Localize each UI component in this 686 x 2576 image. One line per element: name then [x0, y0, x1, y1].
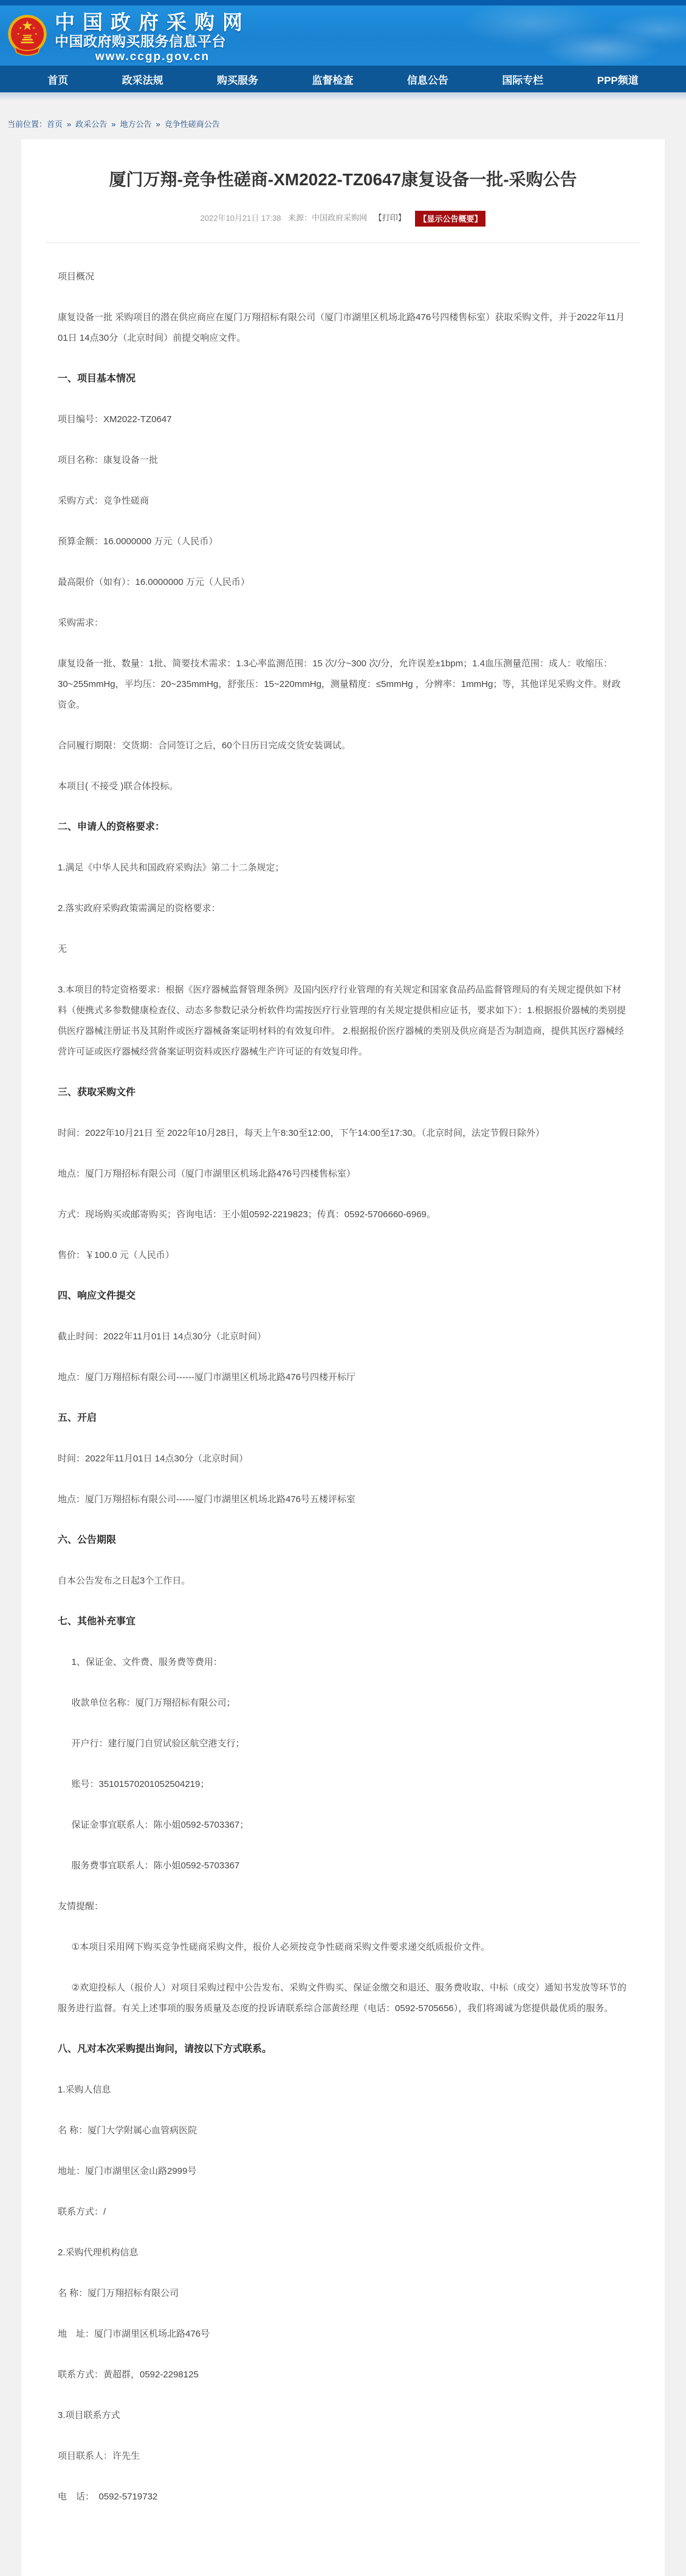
paragraph: 康复设备一批 采购项目的潜在供应商应在厦门万翔招标有限公司（厦门市湖里区机场北路476号四楼售标室）获取采购文件，并于2022年11月01日 14点30分（北京时间）前提交响应文件。 — [58, 312, 625, 343]
paragraph: 开户行：建行厦门自贸试验区航空港支行； — [71, 1738, 245, 1749]
page-title: 厦门万翔-竞争性磋商-XM2022-TZ0647康复设备一批-采购公告 — [109, 170, 577, 189]
paragraph: 项目概况 — [58, 272, 95, 282]
section-heading: 七、其他补充事宜 — [58, 1616, 136, 1627]
paragraph: 地点：厦门万翔招标有限公司（厦门市湖里区机场北路476号四楼售标室） — [58, 1169, 356, 1179]
section-heading: 五、开启 — [58, 1413, 97, 1423]
paragraph: 地点：厦门万翔招标有限公司------厦门市湖里区机场北路476号四楼开标厅 — [58, 1372, 356, 1382]
site-url: www.ccgp.gov.cn — [95, 50, 210, 63]
publish-date: 2022年10月21日 17:38 — [200, 213, 281, 223]
nav-item-international[interactable]: 国际专栏 — [502, 74, 544, 86]
paragraph: 本项目( 不接受 )联合体投标。 — [58, 781, 179, 791]
breadcrumb-label: 当前位置： — [7, 120, 47, 129]
header-clouds-decoration — [346, 5, 686, 66]
section-heading: 一、项目基本情况 — [58, 374, 136, 384]
paragraph: 名 称：厦门大学附属心血管病医院 — [58, 2125, 197, 2136]
paragraph: 账号：35101570201052504219； — [71, 1779, 210, 1789]
top-strip — [0, 0, 686, 5]
paragraph: 3.本项目的特定资格要求：根据《医疗器械监督管理条例》及国内医疗行业管理的有关规定和国家食品药品监督管理局的有关规定提供如下材料（便携式多参数健康检查仪、动态多参数记录分析软件均需按医疗行业管理的有关规定提供相应证书，要求如下）：1.根据报价器械的类别提供医疗器械注册证书及其附件或医疗器械备案证明材料的有效复印件。 2.根据报价医疗器械的类别及供应商是否为制造商，提供其医疗器械经营许可证或医疗器械经营备案证明资料或医疗器械生产许可证的有效复印件。 — [58, 985, 626, 1057]
paragraph: 服务费事宜联系人：陈小姐0592-5703367 — [71, 1860, 240, 1871]
site-logo-link[interactable] — [0, 5, 292, 64]
main-nav — [0, 66, 686, 92]
paragraph: 售价：￥100.0 元（人民币） — [58, 1250, 174, 1260]
paragraph: 项目名称：康复设备一批 — [58, 455, 159, 465]
paragraph: 无 — [58, 944, 67, 954]
paragraph: 截止时间：2022年11月01日 14点30分（北京时间） — [58, 1331, 267, 1342]
paragraph: 项目编号：XM2022-TZ0647 — [58, 414, 172, 425]
paragraph: 联系方式：黄超群，0592-2298125 — [58, 2369, 199, 2380]
paragraph: 自本公告发布之日起3个工作日。 — [58, 1576, 191, 1586]
svg-text:★: ★ — [34, 32, 38, 36]
summary-toggle-button[interactable]: 【显示公告概要】 — [415, 211, 485, 227]
article-body — [58, 243, 628, 2507]
paragraph: 方式：现场购买或邮寄购买；咨询电话：王小姐0592-2219823；传真：0592-5706660-6969。 — [58, 1209, 436, 1220]
nav-item-home[interactable]: 首页 — [47, 74, 69, 86]
nav-item-purchase-services[interactable]: 购买服务 — [217, 74, 259, 86]
paragraph: 康复设备一批、数量：1批、简要技术需求：1.3心率监测范围：15 次/分~300 次/分，允许误差±1bpm；1.4血压测量范围：成人：收缩压：30~255mmHg，平均压：20~235mmHg，舒张压：15~220mmHg，测量精度：≤5mmHg ，分辨率：1mmHg；等，其他详见采购文件。财政资金。 — [58, 658, 621, 710]
nav-fade-decoration — [0, 92, 686, 101]
paragraph: 时间：2022年10月21日 至 2022年10月28日，每天上午8:30至12:00，下午14:00至17:30。（北京时间，法定节假日除外） — [58, 1128, 545, 1138]
paragraph: 项目联系人：许先生 — [58, 2451, 140, 2461]
section-heading: 三、获取采购文件 — [58, 1087, 136, 1098]
paragraph: 最高限价（如有）：16.0000000 万元（人民币） — [58, 577, 250, 587]
paragraph: 时间：2022年11月01日 14点30分（北京时间） — [58, 1454, 249, 1464]
paragraph: 采购方式：竞争性磋商 — [58, 496, 149, 506]
paragraph: 3.项目联系方式 — [58, 2410, 120, 2421]
paragraph: 1、保证金、文件费、服务费等费用： — [71, 1657, 222, 1667]
section-heading: 八、凡对本次采购提出询问，请按以下方式联系。 — [58, 2044, 272, 2054]
section-heading: 六、公告期限 — [58, 1535, 117, 1545]
breadcrumb-separator: » — [111, 120, 116, 129]
paragraph: 名 称：厦门万翔招标有限公司 — [58, 2288, 179, 2298]
content-card — [21, 139, 665, 2576]
paragraph: 友情提醒： — [58, 1901, 104, 1912]
paragraph: 地址：厦门市湖里区金山路2999号 — [58, 2166, 197, 2176]
site-title: 中国政府采购网 — [55, 11, 250, 33]
breadcrumb-home[interactable]: 首页 — [47, 120, 63, 129]
site-header — [0, 5, 686, 66]
article-source: 来源：中国政府采购网 — [288, 213, 368, 223]
paragraph: 2.采购代理机构信息 — [58, 2247, 139, 2258]
paragraph: 收款单位名称：厦门万翔招标有限公司； — [71, 1698, 236, 1708]
svg-text:★: ★ — [32, 26, 36, 30]
paragraph: 预算金额：16.0000000 万元（人民币） — [58, 536, 218, 547]
nav-item-announcements[interactable]: 信息公告 — [406, 74, 448, 86]
paragraph: 联系方式：/ — [58, 2207, 106, 2217]
breadcrumb-separator: » — [156, 120, 160, 129]
paragraph: 地点：厦门万翔招标有限公司------厦门市湖里区机场北路476号五楼评标室 — [58, 1494, 356, 1505]
print-button[interactable]: 【打印】 — [374, 213, 406, 223]
site-subtitle: 中国政府购买服务信息平台 — [55, 33, 226, 49]
paragraph: 地 址：厦门市湖里区机场北路476号 — [58, 2329, 210, 2339]
breadcrumb-announcements[interactable]: 政采公告 — [75, 120, 108, 129]
svg-text:★: ★ — [19, 26, 22, 30]
paragraph: 合同履行期限：交货期：合同签订之后，60个日历日完成交货安装调试。 — [58, 740, 351, 751]
paragraph: ①本项目采用网下购买竞争性磋商采购文件，报价人必须按竞争性磋商采购文件要求递交纸质报价文件。 — [71, 1942, 490, 1952]
paragraph: 保证金事宜联系人：陈小姐0592-5703367； — [71, 1820, 249, 1830]
nav-item-supervision[interactable]: 监督检查 — [312, 74, 354, 86]
svg-text:★: ★ — [16, 32, 20, 36]
nav-item-ppp-channel[interactable]: PPP频道 — [597, 74, 639, 86]
paragraph: 采购需求： — [58, 618, 104, 628]
paragraph: ②欢迎投标人（报价人）对项目采购过程中公告发布、采购文件购买、保证金缴交和退还、服务费收取、中标（成交）通知书发放等环节的服务进行监督。有关上述事项的服务质量及态度的投诉请联系综合部黄经理（电话：0592-5705656），我们将竭诚为您提供最优质的服务。 — [58, 1983, 626, 2014]
section-heading: 四、响应文件提交 — [58, 1291, 136, 1301]
logo-text — [55, 11, 250, 64]
nav-item-regulations[interactable]: 政采法规 — [122, 74, 163, 86]
paragraph: 1.满足《中华人民共和国政府采购法》第二十二条规定； — [58, 863, 284, 873]
section-heading: 二、申请人的资格要求： — [58, 822, 165, 832]
paragraph: 2.落实政府采购政策需满足的资格要求： — [58, 903, 221, 914]
article-meta — [58, 211, 628, 227]
paragraph: 电 话： 0592-5719732 — [58, 2492, 158, 2502]
breadcrumb-current: 竞争性磋商公告 — [164, 120, 220, 129]
breadcrumb — [0, 101, 686, 139]
paragraph: 1.采购人信息 — [58, 2085, 111, 2095]
national-emblem-icon — [7, 14, 47, 61]
breadcrumb-local-announcements[interactable]: 地方公告 — [120, 120, 152, 129]
breadcrumb-separator: » — [67, 120, 72, 129]
